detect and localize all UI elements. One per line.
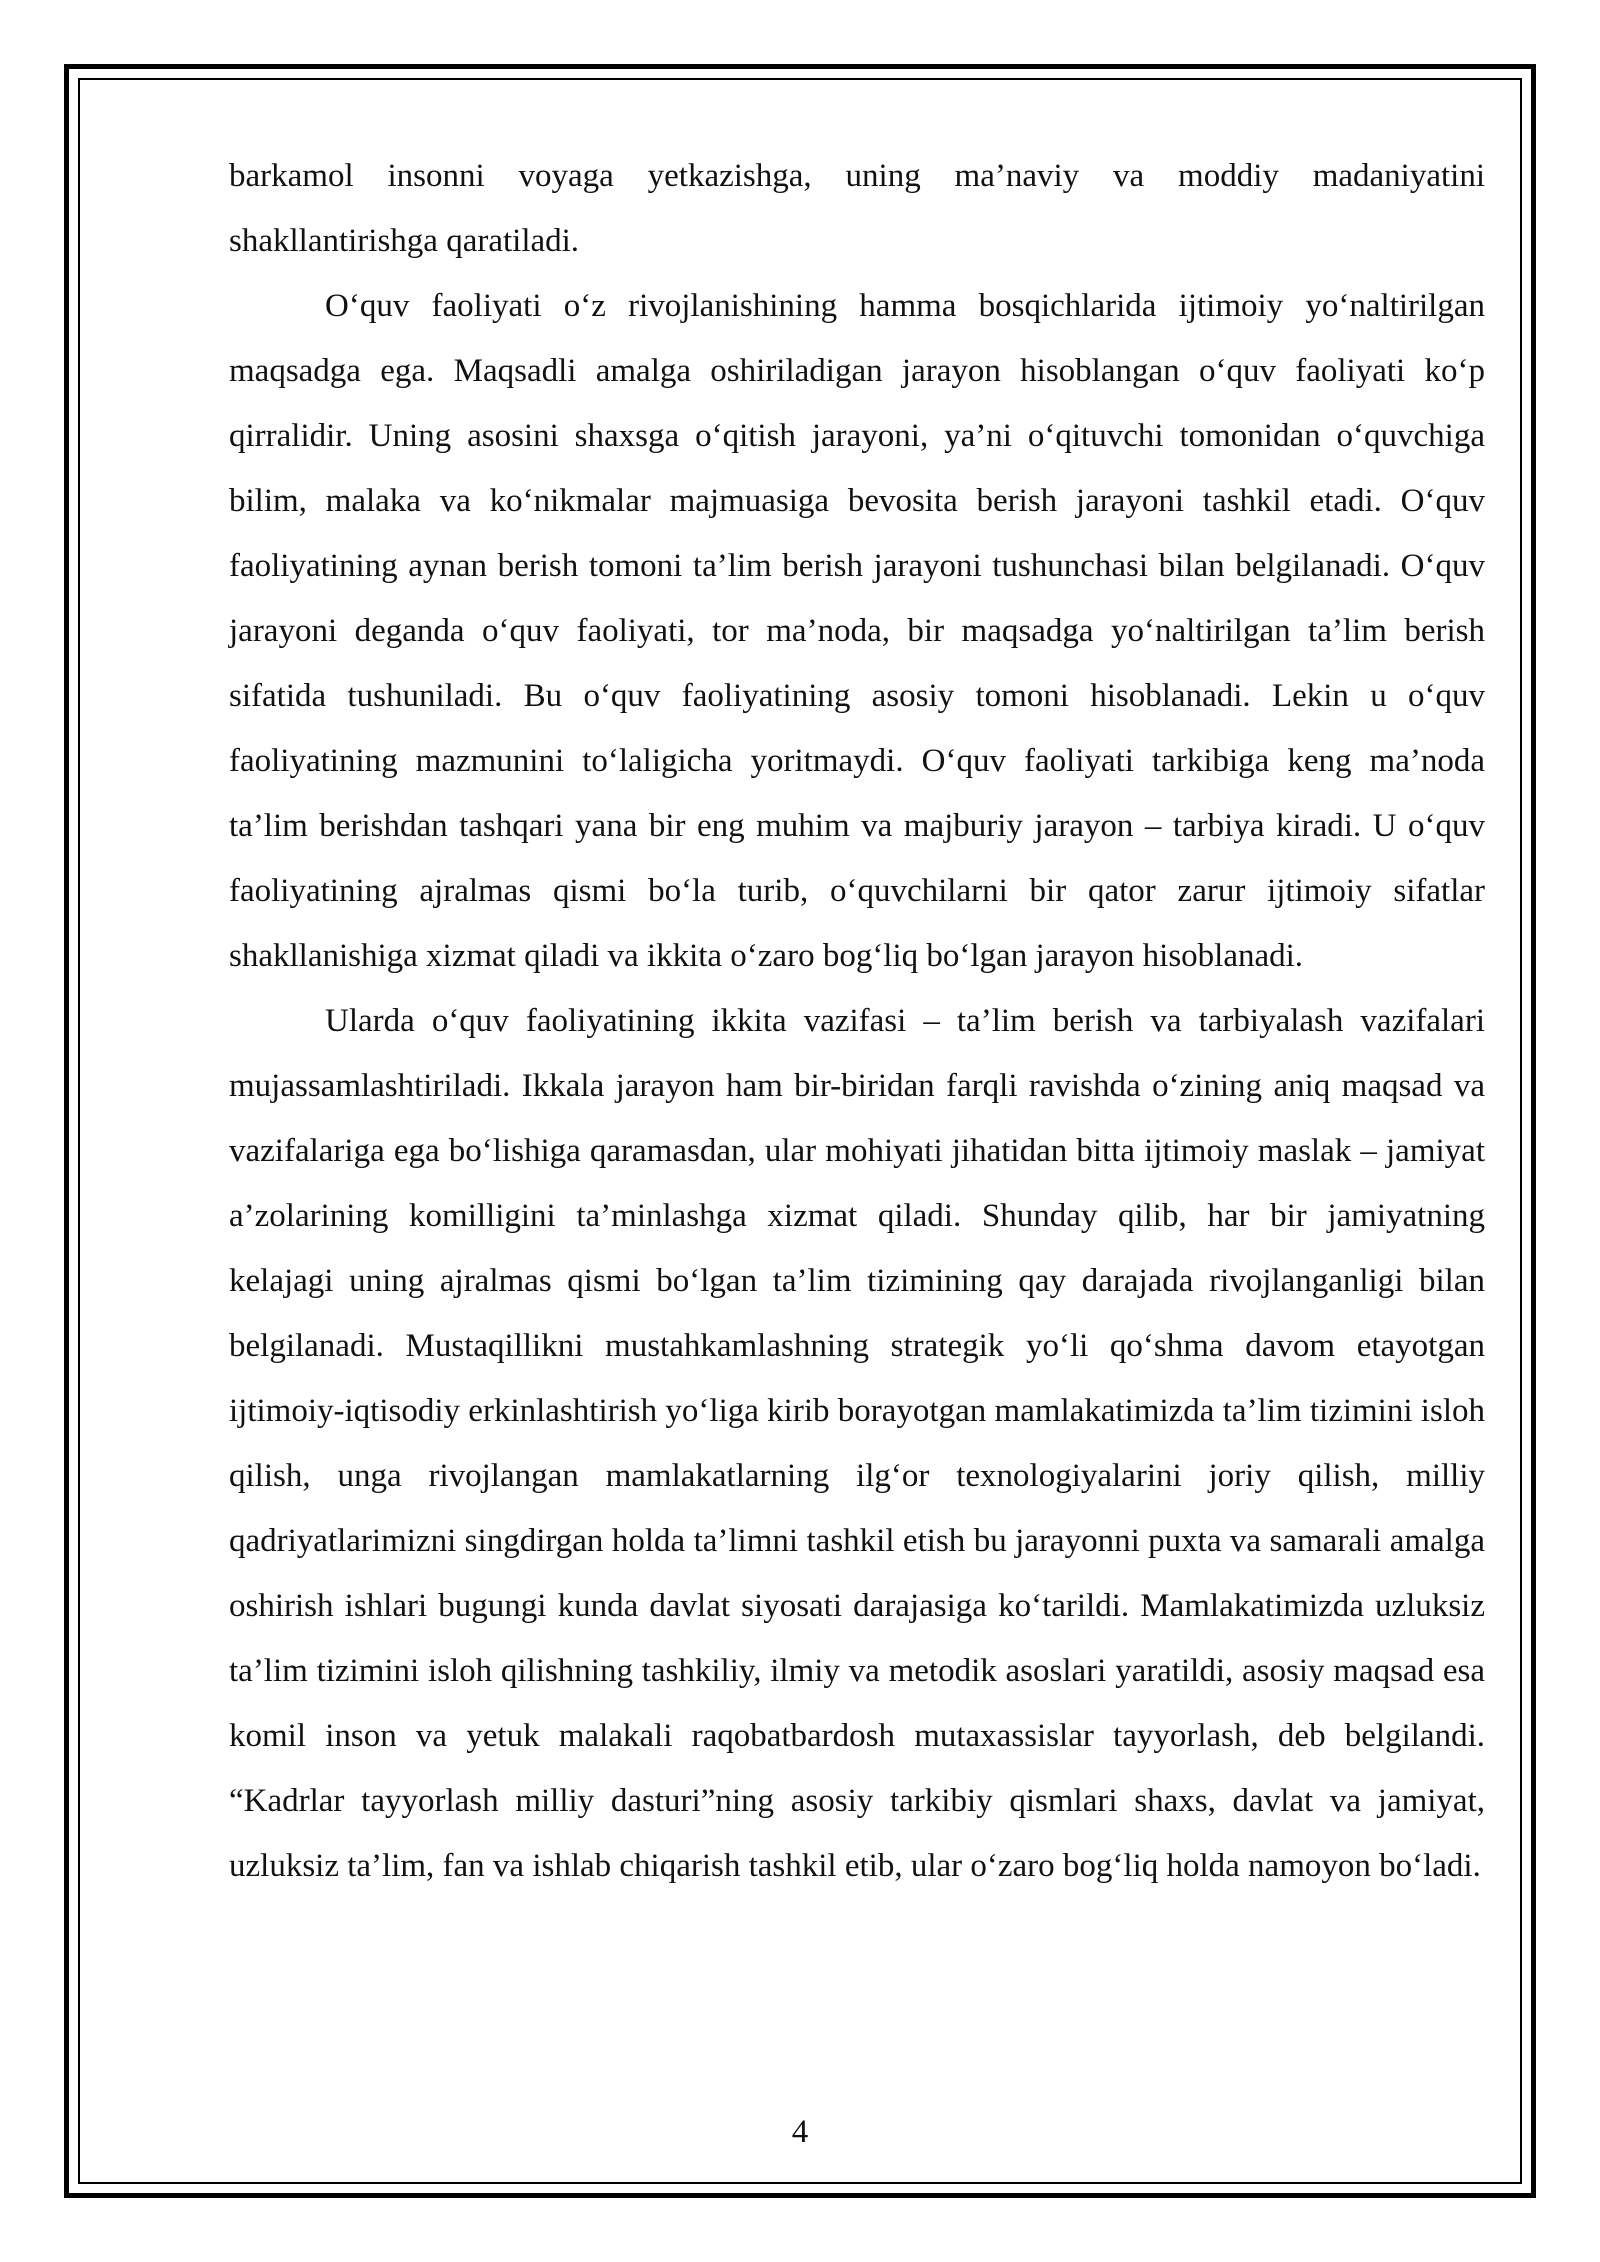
page-number: 4 [791,2114,809,2150]
document-body [229,144,1485,1899]
paragraph-oquv-faoliyati: O‘quv faoliyati o‘z rivojlanishining hamma bosqichlarida ijtimoiy yo‘naltirilgan maqsadga ega. Maqsadli amalga oshiriladigan jarayon hisoblangan o‘quv faoliyati ko‘p qirralidir. Uning asosini shaxsga o‘qitish jarayoni, ya’ni o‘qituvchi tomonidan o‘quvchiga bilim, malaka va ko‘nikmalar majmuasiga bevosita berish jarayoni tashkil etadi. O‘quv faoliyatining aynan berish tomoni ta’lim berish jarayoni tushunchasi bilan belgilanadi. O‘quv jarayoni deganda o‘quv faoliyati, tor ma’noda, bir maqsadga yo‘naltirilgan ta’lim berish sifatida tushuniladi. Bu o‘quv faoliyatining asosiy tomoni hisoblanadi. Lekin u o‘quv faoliyatining mazmunini to‘laligicha yoritmaydi. O‘quv faoliyati tarkibiga keng ma’noda ta’lim berishdan tashqari yana bir eng muhim va majburiy jarayon – tarbiya kiradi. U o‘quv faoliyatining ajralmas qismi bo‘la turib, o‘quvchilarni bir qator zarur ijtimoiy sifatlar shakllanishiga xizmat qiladi va ikkita o‘zaro bog‘liq bo‘lgan jarayon hisoblanadi. [229,288,1485,974]
paragraph-continuation: barkamol insonni voyaga yetkazishga, uning ma’naviy va moddiy madaniyatini shakllantirishga qaratiladi. [229,158,1485,259]
paragraph-ularda: Ularda o‘quv faoliyatining ikkita vazifasi – ta’lim berish va tarbiyalash vazifalari mujassamlashtiriladi. Ikkala jarayon ham bir-biridan farqli ravishda o‘zining aniq maqsad va vazifalariga ega bo‘lishiga qaramasdan, ular mohiyati jihatidan bitta ijtimoiy maslak – jamiyat a’zolarining komilligini ta’minlashga xizmat qiladi. Shunday qilib, har bir jamiyatning kelajagi uning ajralmas qismi bo‘lgan ta’lim tizimining qay darajada rivojlanganligi bilan belgilanadi. Mustaqillikni mustahkamlashning strategik yo‘li qo‘shma davom etayotgan ijtimoiy-iqtisodiy erkinlashtirish yo‘liga kirib borayotgan mamlakatimizda ta’lim tizimini isloh qilish, unga rivojlangan mamlakatlarning ilg‘or texnologiyalarini joriy qilish, milliy qadriyatlarimizni singdirgan holda ta’limni tashkil etish bu jarayonni puxta va samarali amalga oshirish ishlari bugungi kunda davlat siyosati darajasiga ko‘tarildi. Mamlakatimizda uzluksiz ta’lim tizimini isloh qilishning tashkiliy, ilmiy va metodik asoslari yaratildi, asosiy maqsad esa komil inson va yetuk malakali raqobatbardosh mutaxassislar tayyorlash, deb belgilandi. “Kadrlar tayyorlash milliy dasturi”ning asosiy tarkibiy qismlari shaxs, davlat va jamiyat, uzluksiz ta’lim, fan va ishlab chiqarish tashkil etib, ular o‘zaro bog‘liq holda namoyon bo‘ladi. [229,1003,1485,1884]
